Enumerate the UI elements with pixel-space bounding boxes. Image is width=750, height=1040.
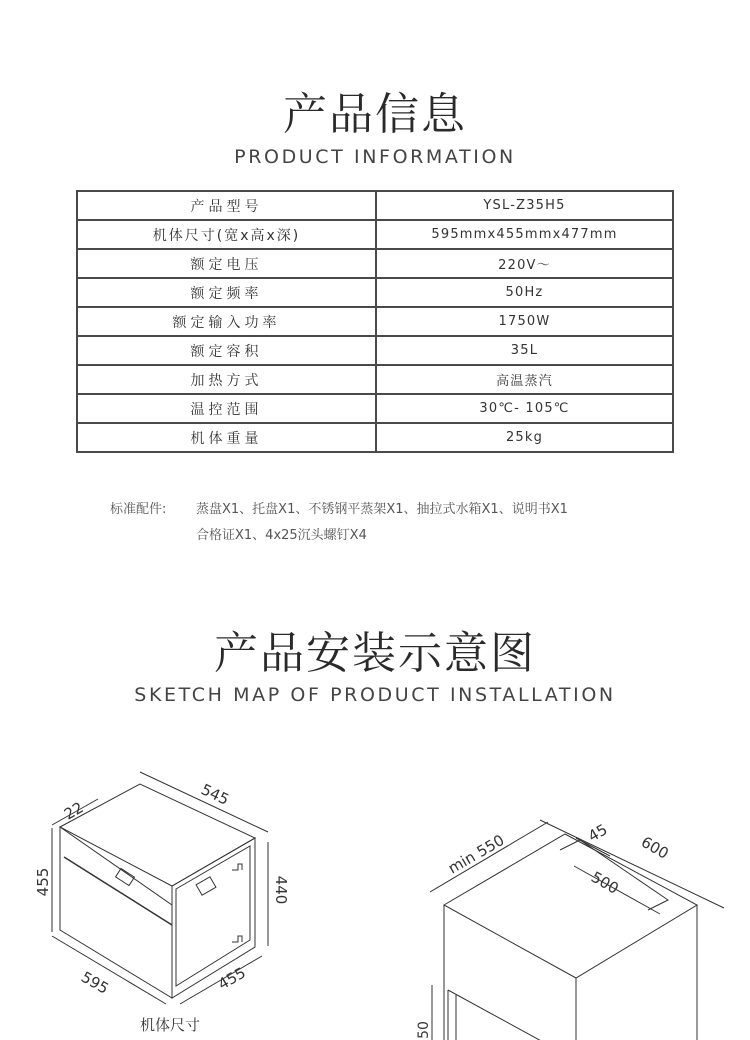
table-row (77, 365, 673, 394)
spec-value: 30℃- 105℃ (376, 394, 673, 423)
dim-gap: 45 (585, 820, 611, 846)
product-info-title: 产品信息 (283, 89, 467, 140)
table-row (77, 307, 673, 336)
spec-label: 额定频率 (77, 278, 376, 307)
oven-front-outline (60, 827, 172, 998)
dim-bottom: 50 (416, 1021, 432, 1039)
accessories-line-1: 蒸盘X1、托盘X1、不锈钢平蒸架X1、抽拉式水箱X1、说明书X1 (196, 502, 568, 517)
spec-label: 额定输入功率 (77, 307, 376, 336)
spec-value: 高温蒸汽 (376, 365, 673, 394)
spec-value: 595mmx455mmx477mm (376, 220, 673, 249)
installation-subtitle: SKETCH MAP OF PRODUCT INSTALLATION (134, 684, 616, 706)
spec-label: 额定电压 (77, 249, 376, 278)
spec-value: 50Hz (376, 278, 673, 307)
dim-min-depth: min 550 (445, 831, 508, 878)
accessories-line-2: 合格证X1、4x25沉头螺钉X4 (196, 528, 367, 543)
table-row (77, 278, 673, 307)
spec-label: 加热方式 (77, 365, 376, 394)
dim-height: 455 (34, 867, 52, 897)
spec-value: 25kg (376, 423, 673, 452)
spec-label: 额定容积 (77, 336, 376, 365)
table-row (77, 191, 673, 220)
dim-cabinet-depth: 600 (638, 832, 672, 863)
table-row (77, 249, 673, 278)
accessories-note (110, 497, 568, 549)
table-row (77, 220, 673, 249)
spec-label: 温控范围 (77, 394, 376, 423)
dim-side-depth: 455 (215, 963, 249, 994)
spec-label: 机体重量 (77, 423, 376, 452)
product-info-subtitle: PRODUCT INFORMATION (234, 146, 516, 168)
spec-table (76, 190, 674, 453)
dim-top-offset: 22 (61, 798, 87, 824)
table-row (77, 394, 673, 423)
spec-value: 220V～ (376, 249, 673, 278)
left-sketch-caption: 机体尺寸 (140, 1016, 201, 1034)
dim-width: 595 (78, 967, 112, 998)
accessories-label: 标准配件: (110, 502, 167, 517)
spec-label: 产品型号 (77, 191, 376, 220)
table-row (77, 423, 673, 452)
spec-label: 机体尺寸(宽x高x深) (77, 220, 376, 249)
spec-value: 35L (376, 336, 673, 365)
dim-depth: 545 (198, 780, 232, 809)
spec-value: YSL-Z35H5 (376, 191, 673, 220)
spec-value: 1750W (376, 307, 673, 336)
installation-title: 产品安装示意图 (214, 628, 536, 679)
dim-side-height: 440 (272, 875, 290, 905)
dim-inner: 500 (588, 867, 622, 898)
installation-sketch (0, 740, 750, 1040)
table-row (77, 336, 673, 365)
